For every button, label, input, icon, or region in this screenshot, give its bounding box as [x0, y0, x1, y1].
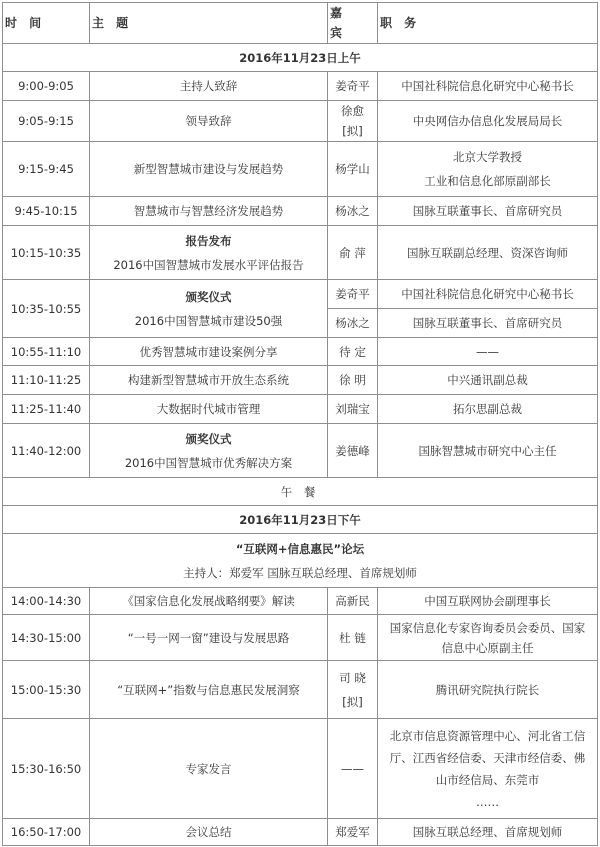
topic-subtitle: 2016中国智慧城市建设50强: [134, 313, 283, 328]
row-guest: 俞 萍: [328, 226, 378, 280]
row-guest: 杨冰之: [328, 197, 378, 226]
header-topic: 主 题: [90, 3, 328, 44]
header-position: 职 务: [378, 3, 598, 44]
row-time: 9:45-10:15: [3, 197, 90, 226]
row-time: 10:35-10:55: [3, 280, 90, 338]
position-line: 工业和信息化部原副部长: [424, 174, 551, 188]
row-guest: 杨冰之: [328, 309, 378, 338]
row-topic: [90, 280, 328, 338]
row-topic: 优秀智慧城市建设案例分享: [90, 338, 328, 366]
header-time: 时 间: [3, 3, 90, 44]
row-position: 国脉互联总经理、首席规划师: [378, 819, 598, 846]
table-row: [3, 661, 598, 719]
forum-info: [3, 534, 598, 588]
topic-title: 颁奖仪式: [185, 289, 232, 304]
row-topic: 专家发言: [90, 719, 328, 819]
row-topic: 《国家信息化发展战略纲要》解读: [90, 588, 328, 615]
section-title-afternoon: 2016年11月23日下午: [3, 506, 598, 534]
row-time: 9:15-9:45: [3, 142, 90, 197]
row-time: 11:25-11:40: [3, 395, 90, 424]
position-line: 北京大学教授: [453, 150, 522, 164]
topic-subtitle: 2016中国智慧城市优秀解决方案: [124, 455, 293, 470]
table-row: [3, 719, 598, 819]
row-guest: 姜奇平: [328, 72, 378, 101]
lunch-row: [3, 478, 598, 506]
row-time: 11:40-12:00: [3, 424, 90, 478]
table-row: [3, 142, 598, 197]
row-topic: 领导致辞: [90, 101, 328, 142]
table-row: [3, 395, 598, 424]
row-guest: 待 定: [328, 338, 378, 366]
row-guest: [328, 661, 378, 719]
row-position: [378, 719, 598, 819]
lunch-label: 午 餐: [3, 478, 598, 506]
row-topic: 构建新型智慧城市开放生态系统: [90, 366, 328, 395]
table-row: [3, 366, 598, 395]
row-guest: ——: [328, 719, 378, 819]
table-row: [3, 226, 598, 280]
topic-subtitle: 2016中国智慧城市发展水平评估报告: [113, 257, 304, 272]
row-position: 拓尔思副总裁: [378, 395, 598, 424]
position-line: 国家信息化专家咨询委员会委员、国家: [389, 620, 586, 635]
section-row-afternoon: [3, 506, 598, 534]
row-position: 中国社科院信息化研究中心秘书长: [378, 280, 598, 309]
section-title-morning: 2016年11月23日上午: [3, 44, 598, 72]
guest-line: [拟]: [342, 694, 363, 709]
table-row: [3, 338, 598, 366]
guest-line: 司 晓: [339, 670, 366, 685]
position-line: 信息中心原副主任: [441, 640, 534, 655]
row-guest: 徐 明: [328, 366, 378, 395]
row-position: 国脉互联董事长、首席研究员: [378, 309, 598, 338]
row-guest: 刘瑞宝: [328, 395, 378, 424]
position-line: 厅、江西省经信委、天津市经信委、佛: [389, 750, 586, 765]
row-time: 9:00-9:05: [3, 72, 90, 101]
row-topic: “互联网+”指数与信息惠民发展洞察: [90, 661, 328, 719]
table-row: [3, 615, 598, 661]
row-time: 16:50-17:00: [3, 819, 90, 846]
row-guest: 杜 链: [328, 615, 378, 661]
row-position: 中央网信办信息化发展局局长: [378, 101, 598, 142]
row-position: 中兴通讯副总裁: [378, 366, 598, 395]
row-topic: “一号一网一窗”建设与发展思路: [90, 615, 328, 661]
row-position: 国脉互联副总经理、资深咨询师: [378, 226, 598, 280]
row-time: 9:05-9:15: [3, 101, 90, 142]
forum-row: [3, 534, 598, 588]
row-position: [378, 615, 598, 661]
row-time: 14:00-14:30: [3, 588, 90, 615]
row-position: 中国社科院信息化研究中心秘书长: [378, 72, 598, 101]
row-guest: 郑爱军: [328, 819, 378, 846]
row-position: 腾讯研究院执行院长: [378, 661, 598, 719]
table-row: [3, 280, 598, 309]
topic-title: 报告发布: [185, 233, 232, 248]
table-row: [3, 424, 598, 478]
row-guest: 姜德峰: [328, 424, 378, 478]
table-header-row: [3, 3, 598, 44]
row-guest: 徐愈[拟]: [328, 101, 378, 142]
forum-title: “互联网+信息惠民”论坛: [235, 541, 365, 556]
row-time: 15:30-16:50: [3, 719, 90, 819]
row-guest: 杨学山: [328, 142, 378, 197]
table-row: [3, 819, 598, 846]
table-row: [3, 101, 598, 142]
row-topic: 大数据时代城市管理: [90, 395, 328, 424]
row-time: 10:15-10:35: [3, 226, 90, 280]
row-position: 国脉互联董事长、首席研究员: [378, 197, 598, 226]
position-line: 山市经信局、东莞市: [435, 772, 540, 787]
row-time: 11:10-11:25: [3, 366, 90, 395]
topic-title: 颁奖仪式: [185, 431, 232, 446]
row-time: 14:30-15:00: [3, 615, 90, 661]
row-position: 中国互联网协会副理事长: [378, 588, 598, 615]
row-position: [378, 142, 598, 197]
row-topic: 会议总结: [90, 819, 328, 846]
table-row: [3, 197, 598, 226]
forum-host: 主持人：郑爱军 国脉互联总经理、首席规划师: [183, 565, 417, 580]
table-row: [3, 72, 598, 101]
agenda-table: [2, 2, 598, 846]
row-topic: 新型智慧城市建设与发展趋势: [90, 142, 328, 197]
position-line: 北京市信息资源管理中心、河北省工信: [389, 728, 586, 743]
row-topic: 智慧城市与智慧经济发展趋势: [90, 197, 328, 226]
row-topic: [90, 226, 328, 280]
row-time: 10:55-11:10: [3, 338, 90, 366]
row-topic: [90, 424, 328, 478]
row-position: ——: [378, 338, 598, 366]
header-guest: 嘉 宾: [328, 3, 378, 44]
section-row-morning: [3, 44, 598, 72]
row-position: 国脉智慧城市研究中心主任: [378, 424, 598, 478]
table-row: [3, 588, 598, 615]
row-topic: 主持人致辞: [90, 72, 328, 101]
row-guest: 姜奇平: [328, 280, 378, 309]
row-guest: 高新民: [328, 588, 378, 615]
row-time: 15:00-15:30: [3, 661, 90, 719]
position-line: ……: [476, 794, 499, 809]
